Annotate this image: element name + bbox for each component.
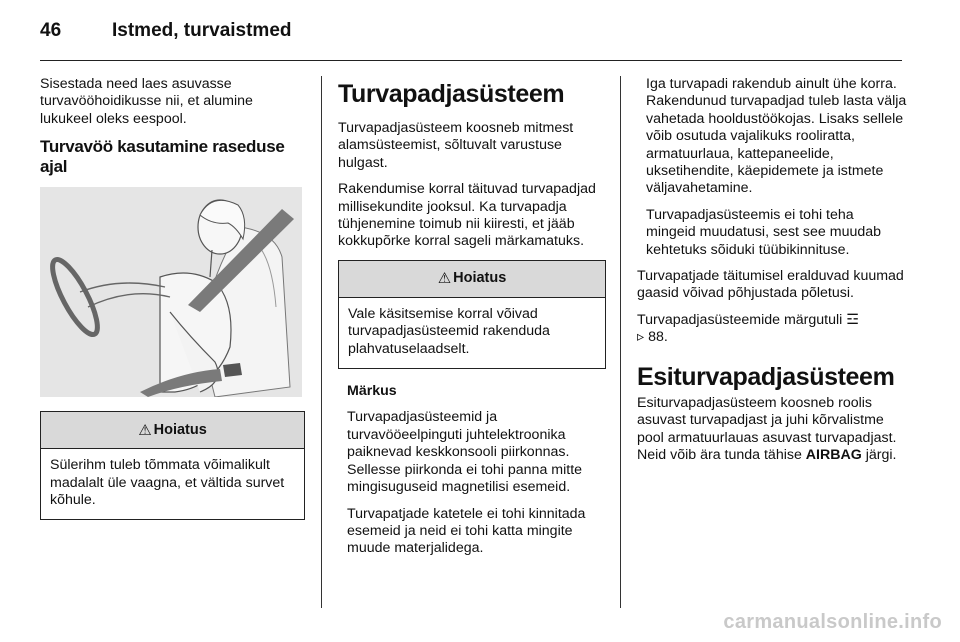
page-number: 46 — [40, 20, 62, 41]
paragraph-no-modifications: Turvapadjasüsteemis ei tohi teha mingeid muudatusi, sest see muudab kehtetuks sõiduki tüübikinnituse. — [646, 206, 882, 258]
paragraph-hot-gases: Turvapatjade täitumisel eralduvad kuumad gaasid võivad põhjustada põletusi. — [637, 268, 904, 302]
section-heading-front-airbag: Esiturvapadjasüsteem — [637, 362, 895, 391]
column-3 — [637, 76, 907, 473]
warning-header — [339, 261, 605, 298]
note-paragraph-1: Turvapadjasüsteemid ja turvavööeelpinguti juhtelektroonika paiknevad keskkonsooli piirkonnas. Sellesse piirkonda ei tohi panna mitte mingisuguseid magnetilisi esemeid. — [347, 409, 583, 496]
page-header — [40, 20, 292, 42]
header-rule — [40, 60, 902, 61]
note-block — [338, 383, 606, 558]
warning-box-pregnancy — [40, 411, 305, 520]
warning-body — [41, 449, 304, 519]
section-heading-airbag-system: Turvapadjasüsteem — [338, 80, 565, 108]
indicator-light-text: Turvapadjasüsteemide märgutuli — [637, 311, 843, 328]
warning-text: Vale käsitsemise korral võivad turvapadjasüsteemid rakenduda plahvatuselaadselt. — [348, 305, 550, 357]
column-2 — [338, 76, 606, 567]
warning-box-airbag — [338, 260, 606, 369]
intro-paragraph: Sisestada need laes asuvasse turvavööhoidikusse nii, et alumine lukukeel oleks eespool. — [40, 76, 253, 127]
warning-triangle-icon: ⚠ — [437, 270, 452, 288]
note-paragraph-2: Turvapatjade katetele ei tohi kinnitada esemeid ja neid ei tohi katta mingite muude materjalidega. — [347, 505, 586, 557]
paragraph-airbag-deployment: Rakendumise korral täituvad turvapadjad millisekundite jooksul. Ka turvapadja tühjenemine toimub nii kiiresti, et jääb kokkupõrke korral sageli märkamatuks. — [338, 181, 596, 250]
paragraph-airbag-composition: Turvapadjasüsteem koosneb mitmest alamsüsteemist, sõltuvalt varustuse hulgast. — [338, 120, 574, 171]
warning-triangle-icon: ⚠ — [138, 421, 152, 439]
page-title: Istmed, turvaistmed — [112, 20, 292, 41]
column-divider-2 — [620, 76, 621, 608]
warning-header — [41, 412, 304, 449]
note-title: Märkus — [347, 383, 397, 400]
column-1 — [40, 76, 305, 534]
airbag-label: AIRBAG — [805, 446, 862, 463]
watermark: carmanualsonline.info — [723, 611, 942, 633]
subheading-pregnancy: Turvavöö kasutamine raseduse ajal — [40, 137, 285, 177]
warning-text: Sülerihm tuleb tõmmata võimalikult madalalt üle vaagna, et vältida survet kõhule. — [50, 457, 285, 509]
pregnant-driver-seatbelt-illustration — [40, 187, 302, 397]
airbag-indicator-icon: ☲ — [846, 311, 859, 328]
warning-title: Hoiatus — [453, 270, 507, 287]
paragraph-front-airbag — [637, 395, 907, 465]
paragraph-single-use: Iga turvapadi rakendub ainult ühe korra. Rakendunud turvapadjad tuleb lasta välja vahetada hooldustöökojas. Lisaks sellele võib osutuda vajalikuks rooliratta, armatuurlaua, kattepaneelide, uksetihendite, käepidemete ja istmete väljavahetamine. — [646, 76, 907, 197]
indented-block — [637, 76, 907, 259]
page-reference-link[interactable]: 88. — [648, 329, 668, 346]
column-divider-1 — [321, 76, 322, 608]
paragraph-indicator-light — [637, 312, 907, 347]
warning-title: Hoiatus — [153, 421, 207, 438]
front-airbag-text: Esiturvapadjasüsteem koosneb roolis asuvast turvapadjast ja juhi kõrvalistme pool armatuurlauas asuvast turvapadjast. Neid võib ära tunda tähise — [637, 394, 897, 463]
front-airbag-text-end: järgi. — [865, 446, 897, 463]
page-reference-icon: ▹ — [637, 329, 645, 346]
warning-body — [339, 298, 605, 368]
